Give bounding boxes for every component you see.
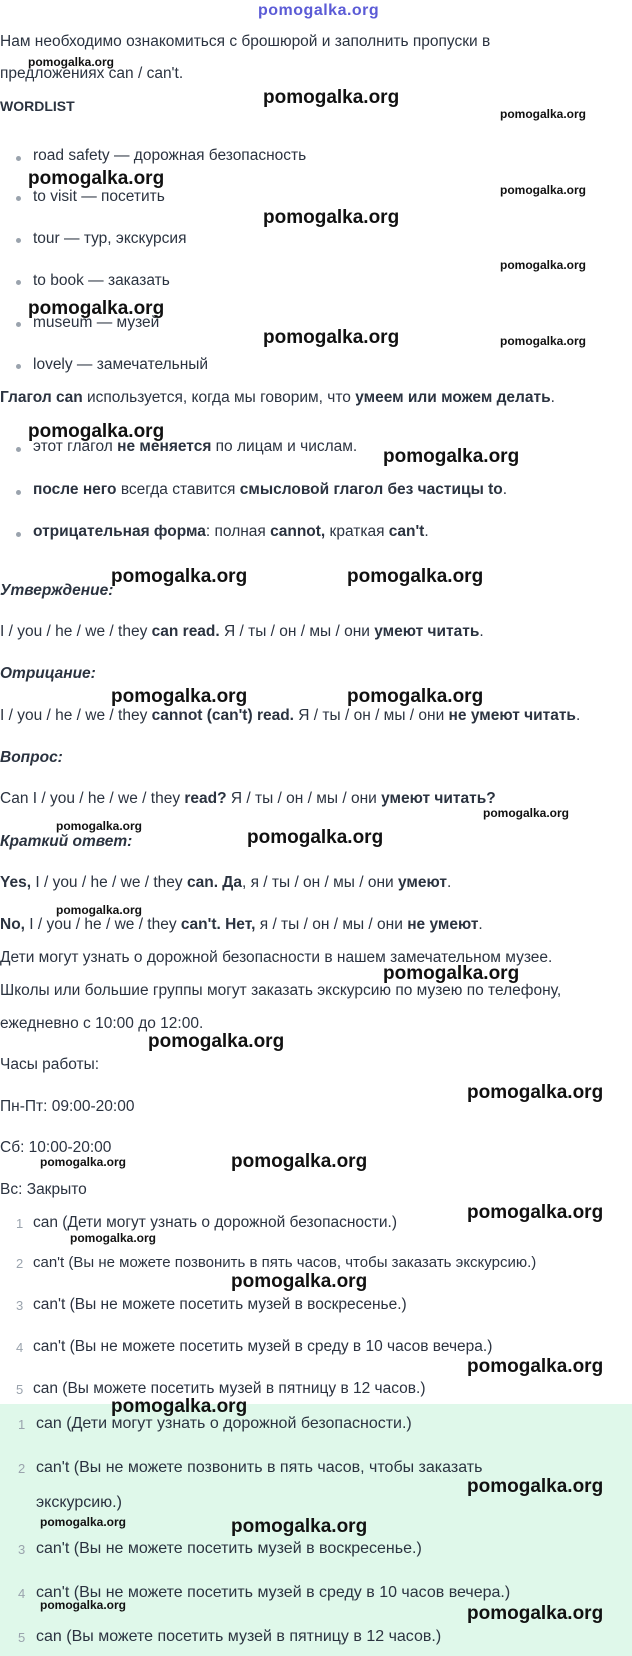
- watermark: pomogalka.org: [247, 827, 384, 848]
- short-answer-yes: [0, 874, 451, 892]
- list-item: can (Вы можете посетить музей в пятницу в 12 часов.): [33, 1380, 426, 1397]
- text: Я / ты / он / мы / они: [226, 790, 382, 807]
- text: .: [424, 523, 429, 540]
- wordlist-heading: WORDLIST: [0, 98, 75, 114]
- bold-text: No,: [0, 916, 25, 933]
- bullet-icon: [16, 447, 21, 452]
- bold-text: can read.: [151, 623, 220, 640]
- watermark: pomogalka.org: [500, 183, 587, 197]
- watermark: pomogalka.org: [500, 334, 587, 348]
- affirmative-heading: Утверждение:: [0, 582, 114, 599]
- short-answer-heading: Краткий ответ:: [0, 833, 133, 850]
- watermark: pomogalka.org: [467, 1603, 604, 1624]
- bold-text: умеем или можем делать: [355, 389, 551, 406]
- brochure-line: Часы работы:: [0, 1056, 100, 1073]
- bullet-icon: [16, 490, 21, 495]
- list-number: 1: [18, 1417, 26, 1432]
- watermark: pomogalka.org: [347, 566, 484, 587]
- watermark: pomogalka.org: [111, 566, 248, 587]
- negative-example: [0, 707, 580, 725]
- affirmative-example: [0, 623, 484, 641]
- answer-item: can (Дети могут узнать о дорожной безопасности.): [36, 1415, 412, 1432]
- bullet-icon: [16, 156, 21, 161]
- list-number: 5: [18, 1630, 26, 1645]
- question-example: [0, 790, 496, 808]
- answer-item: can (Вы можете посетить музей в пятницу в 12 часов.): [36, 1628, 442, 1645]
- text: , я / ты / он / мы / они: [241, 874, 399, 891]
- intro-line-1: Нам необходимо ознакомиться с брошюрой и заполнить пропуски в: [0, 33, 491, 50]
- watermark: pomogalka.org: [56, 819, 143, 833]
- watermark: pomogalka.org: [500, 107, 587, 121]
- wordlist-item: museum — музей: [33, 314, 160, 331]
- bold-text: Yes,: [0, 874, 32, 891]
- bold-text: cannot (can't) read.: [151, 707, 294, 724]
- bold-text: read?: [184, 790, 227, 807]
- watermark: pomogalka.org: [263, 87, 400, 108]
- text: я / ты / он / мы / они: [255, 916, 408, 933]
- answer-item: can't (Вы не можете позвонить в пять часов, чтобы заказать: [36, 1459, 483, 1476]
- watermark: pomogalka.org: [231, 1151, 368, 1172]
- bold-text: умеют читать?: [381, 790, 496, 807]
- text: I / you / he / we / they: [0, 623, 152, 640]
- watermark: pomogalka.org: [467, 1082, 604, 1103]
- list-number: 1: [16, 1216, 24, 1231]
- grammar-bullet: [33, 523, 429, 541]
- text: краткая: [325, 523, 389, 540]
- watermark: pomogalka.org: [467, 1476, 604, 1497]
- text: I / you / he / we / they: [24, 916, 181, 933]
- answer-item: can't (Вы не можете посетить музей в среду в 10 часов вечера.): [36, 1584, 511, 1601]
- short-answer-no: [0, 916, 483, 934]
- list-number: 3: [18, 1542, 26, 1557]
- watermark: pomogalka.org: [40, 1155, 127, 1169]
- watermark: pomogalka.org: [70, 1231, 157, 1245]
- bold-text: cannot,: [270, 523, 326, 540]
- text: .: [502, 481, 508, 498]
- text: .: [478, 916, 483, 933]
- brochure-line: Пн-Пт: 09:00-20:00: [0, 1098, 135, 1115]
- watermark: pomogalka.org: [383, 963, 520, 984]
- bullet-icon: [16, 196, 21, 201]
- bold-text: can't. Нет,: [180, 916, 256, 933]
- watermark: pomogalka.org: [263, 327, 400, 348]
- brochure-line: ежедневно с 10:00 до 12:00.: [0, 1015, 204, 1032]
- watermark: pomogalka.org: [467, 1356, 604, 1377]
- answer-item-continuation: экскурсию.): [36, 1494, 122, 1511]
- watermark: pomogalka.org: [467, 1202, 604, 1223]
- bullet-icon: [16, 280, 21, 285]
- list-number: 3: [16, 1298, 24, 1313]
- negative-heading: Отрицание:: [0, 665, 96, 682]
- text: I / you / he / we / they: [0, 707, 152, 724]
- wordlist-item: to book — заказать: [33, 272, 170, 289]
- grammar-bullet: [33, 481, 507, 499]
- watermark: pomogalka.org: [56, 903, 143, 917]
- watermark: pomogalka.org: [347, 686, 484, 707]
- grammar-intro: [0, 389, 555, 407]
- watermark: pomogalka.org: [148, 1031, 285, 1052]
- bold-text: не меняется: [117, 438, 212, 455]
- watermark: pomogalka.org: [231, 1271, 368, 1292]
- watermark: pomogalka.org: [28, 55, 115, 69]
- bold-text: Глагол can: [0, 389, 83, 406]
- list-number: 2: [16, 1256, 24, 1271]
- text: .: [446, 874, 452, 891]
- site-logo[interactable]: pomogalka.org: [258, 2, 380, 19]
- brochure-line: Сб: 10:00-20:00: [0, 1139, 112, 1156]
- text: используется, когда мы говорим, что: [82, 389, 356, 406]
- bold-text: умеют читать: [374, 623, 480, 640]
- list-number: 5: [16, 1382, 24, 1397]
- list-number: 4: [18, 1586, 26, 1601]
- text: по лицам и числам.: [211, 438, 358, 455]
- watermark: pomogalka.org: [28, 421, 165, 442]
- watermark: pomogalka.org: [483, 806, 570, 820]
- watermark: pomogalka.org: [111, 686, 248, 707]
- brochure-line: Вс: Закрыто: [0, 1181, 87, 1198]
- text: .: [550, 389, 555, 406]
- answer-item: can't (Вы не можете посетить музей в воскресенье.): [36, 1540, 422, 1557]
- bold-text: после него: [33, 481, 117, 498]
- wordlist-item: road safety — дорожная безопасность: [33, 147, 307, 164]
- brochure-line: Школы или большие группы могут заказать экскурсию по музею по телефону,: [0, 982, 562, 999]
- bold-text: смысловой глагол без частицы to: [239, 481, 503, 498]
- wordlist-item: tour — тур, экскурсия: [33, 230, 187, 247]
- watermark: pomogalka.org: [40, 1598, 127, 1612]
- watermark: pomogalka.org: [28, 298, 165, 319]
- brochure-line: Дети могут узнать о дорожной безопасности в нашем замечательном музее.: [0, 949, 553, 966]
- bold-text: не умеют: [407, 916, 479, 933]
- bullet-icon: [16, 364, 21, 369]
- watermark: pomogalka.org: [263, 207, 400, 228]
- bullet-icon: [16, 238, 21, 243]
- bold-text: не умеют читать: [448, 707, 576, 724]
- wordlist-item: to visit — посетить: [33, 188, 165, 205]
- list-item: can't (Вы не можете позвонить в пять часов, чтобы заказать экскурсию.): [33, 1254, 537, 1271]
- bullet-icon: [16, 322, 21, 327]
- list-item: can (Дети могут узнать о дорожной безопасности.): [33, 1214, 398, 1231]
- watermark: pomogalka.org: [111, 1396, 248, 1417]
- text: Can I / you / he / we / they: [0, 790, 185, 807]
- question-heading: Вопрос:: [0, 749, 63, 766]
- text: Я / ты / он / мы / они: [219, 623, 375, 640]
- text: всегда ставится: [116, 481, 240, 498]
- text: .: [479, 623, 484, 640]
- watermark: pomogalka.org: [40, 1515, 127, 1529]
- bold-text: умеют: [398, 874, 447, 891]
- bold-text: can. Да: [186, 874, 242, 891]
- text: : полная: [205, 523, 271, 540]
- bold-text: can't: [388, 523, 425, 540]
- list-item: can't (Вы не можете посетить музей в среду в 10 часов вечера.): [33, 1338, 493, 1355]
- text: .: [575, 707, 581, 724]
- bold-text: отрицательная форма: [33, 523, 206, 540]
- text: Я / ты / он / мы / они: [294, 707, 449, 724]
- watermark: pomogalka.org: [28, 168, 165, 189]
- text: этот глагол: [33, 438, 118, 455]
- list-number: 2: [18, 1461, 26, 1476]
- list-number: 4: [16, 1340, 24, 1355]
- intro-line-2: предложениях can / can't.: [0, 65, 184, 82]
- watermark: pomogalka.org: [231, 1516, 368, 1537]
- watermark: pomogalka.org: [500, 258, 587, 272]
- watermark: pomogalka.org: [383, 446, 520, 467]
- list-item: can't (Вы не можете посетить музей в воскресенье.): [33, 1296, 407, 1313]
- bullet-icon: [16, 532, 21, 537]
- text: I / you / he / we / they: [31, 874, 187, 891]
- wordlist-item: lovely — замечательный: [33, 356, 209, 373]
